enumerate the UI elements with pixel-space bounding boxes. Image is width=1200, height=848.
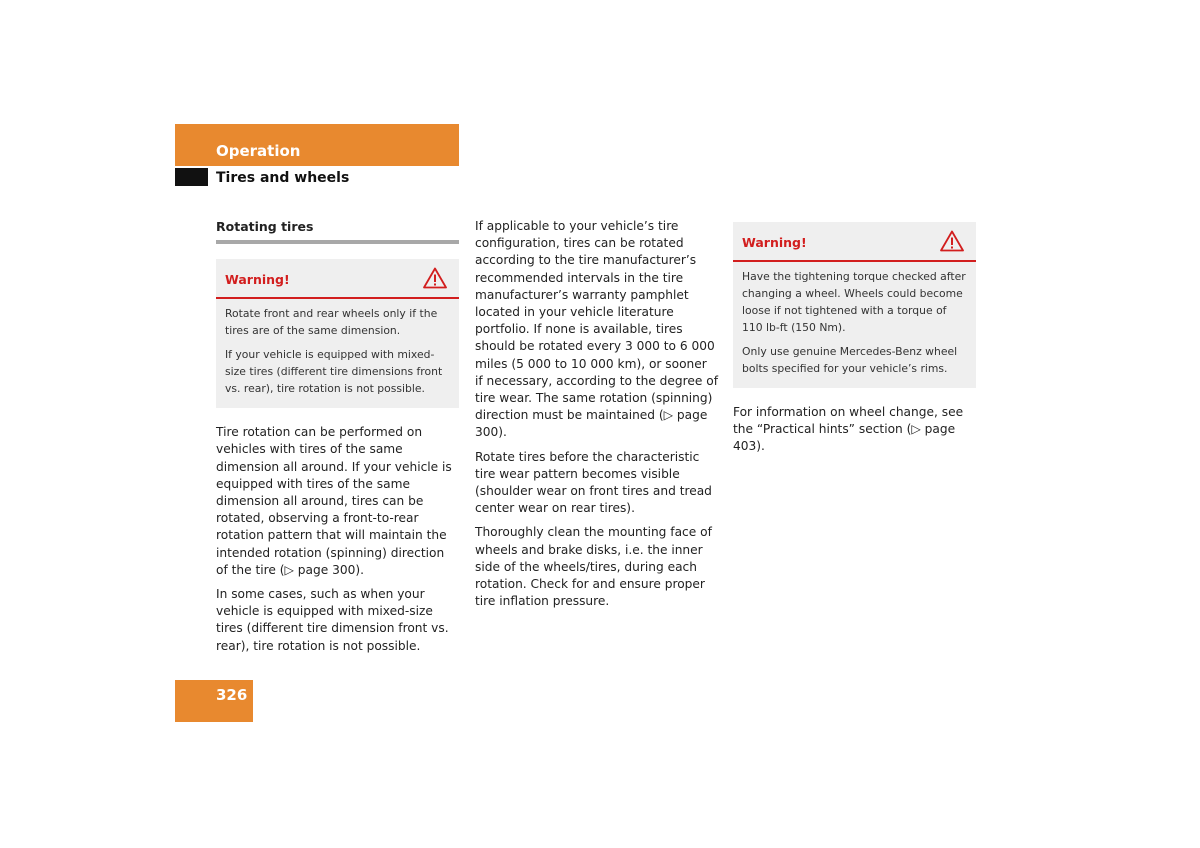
warning-text: If your vehicle is equipped with mixed-size tires (different tire dimensions front vs. rear), tire rotation is not possible.: [225, 348, 443, 396]
body-paragraph: Thoroughly clean the mounting face of wheels and brake disks, i.e. the inner side of the wheels/tires, during each rotation. Check for and ensure proper tire inflation pressure.: [475, 525, 712, 609]
warning-label: Warning!: [225, 272, 290, 288]
body-paragraph: Tire rotation can be performed on vehicles with tires of the same dimension all around. If your vehicle is equipped with tires of the same dimension all around, tires can be rotated, observing a front-to-rear rotation pattern that will maintain the intended rotation (spinning) direction of the tire (▷ page 300).: [216, 425, 452, 577]
subsection-title: Tires and wheels: [216, 170, 350, 186]
section-heading: Rotating tires: [216, 218, 459, 244]
subsection-marker: [175, 168, 208, 186]
body-paragraph: In some cases, such as when your vehicle is equipped with mixed-size tires (different tire dimension front vs. rear), tire rotation is not possible.: [216, 587, 449, 653]
column-2: [475, 218, 718, 617]
warning-triangle-icon: [940, 230, 964, 252]
warning-triangle-icon: [423, 267, 447, 289]
page-number: 326: [216, 686, 248, 704]
warning-box-torque: [733, 222, 976, 388]
warning-text: Only use genuine Mercedes-Benz wheel bolts specified for your vehicle’s rims.: [742, 345, 958, 375]
body-paragraph: If applicable to your vehicle’s tire configuration, tires can be rotated according to the tire manufacturer’s recommended intervals in the tire manufacturer’s warranty pamphlet located in your vehicle literature portfolio. If none is available, tires should be rotated every 3 000 to 6 000 miles (5 000 to 10 000 km), or sooner if necessary, according to the degree of tire wear. The same rotation (spinning) direction must be maintained (▷ page 300).: [475, 219, 719, 440]
warning-body: [216, 299, 459, 408]
warning-header: [216, 259, 459, 299]
warning-text: Have the tightening torque checked after changing a wheel. Wheels could become loose if not tightened with a torque of 110 lb-ft (150 Nm).: [742, 270, 966, 334]
body-paragraph: Rotate tires before the characteristic tire wear pattern becomes visible (shoulder wear on front tires and tread center wear on rear tires).: [475, 449, 712, 516]
section-title: Operation: [216, 142, 301, 160]
warning-header: [733, 222, 976, 262]
body-paragraph: For information on wheel change, see the “Practical hints” section (▷ page 403).: [733, 405, 964, 454]
warning-body: [733, 262, 976, 388]
column-3: [733, 222, 976, 463]
warning-label: Warning!: [742, 235, 807, 250]
warning-text: Rotate front and rear wheels only if the tires are of the same dimension.: [225, 307, 438, 338]
column-1: [216, 218, 459, 662]
warning-box-rotation: [216, 259, 459, 408]
